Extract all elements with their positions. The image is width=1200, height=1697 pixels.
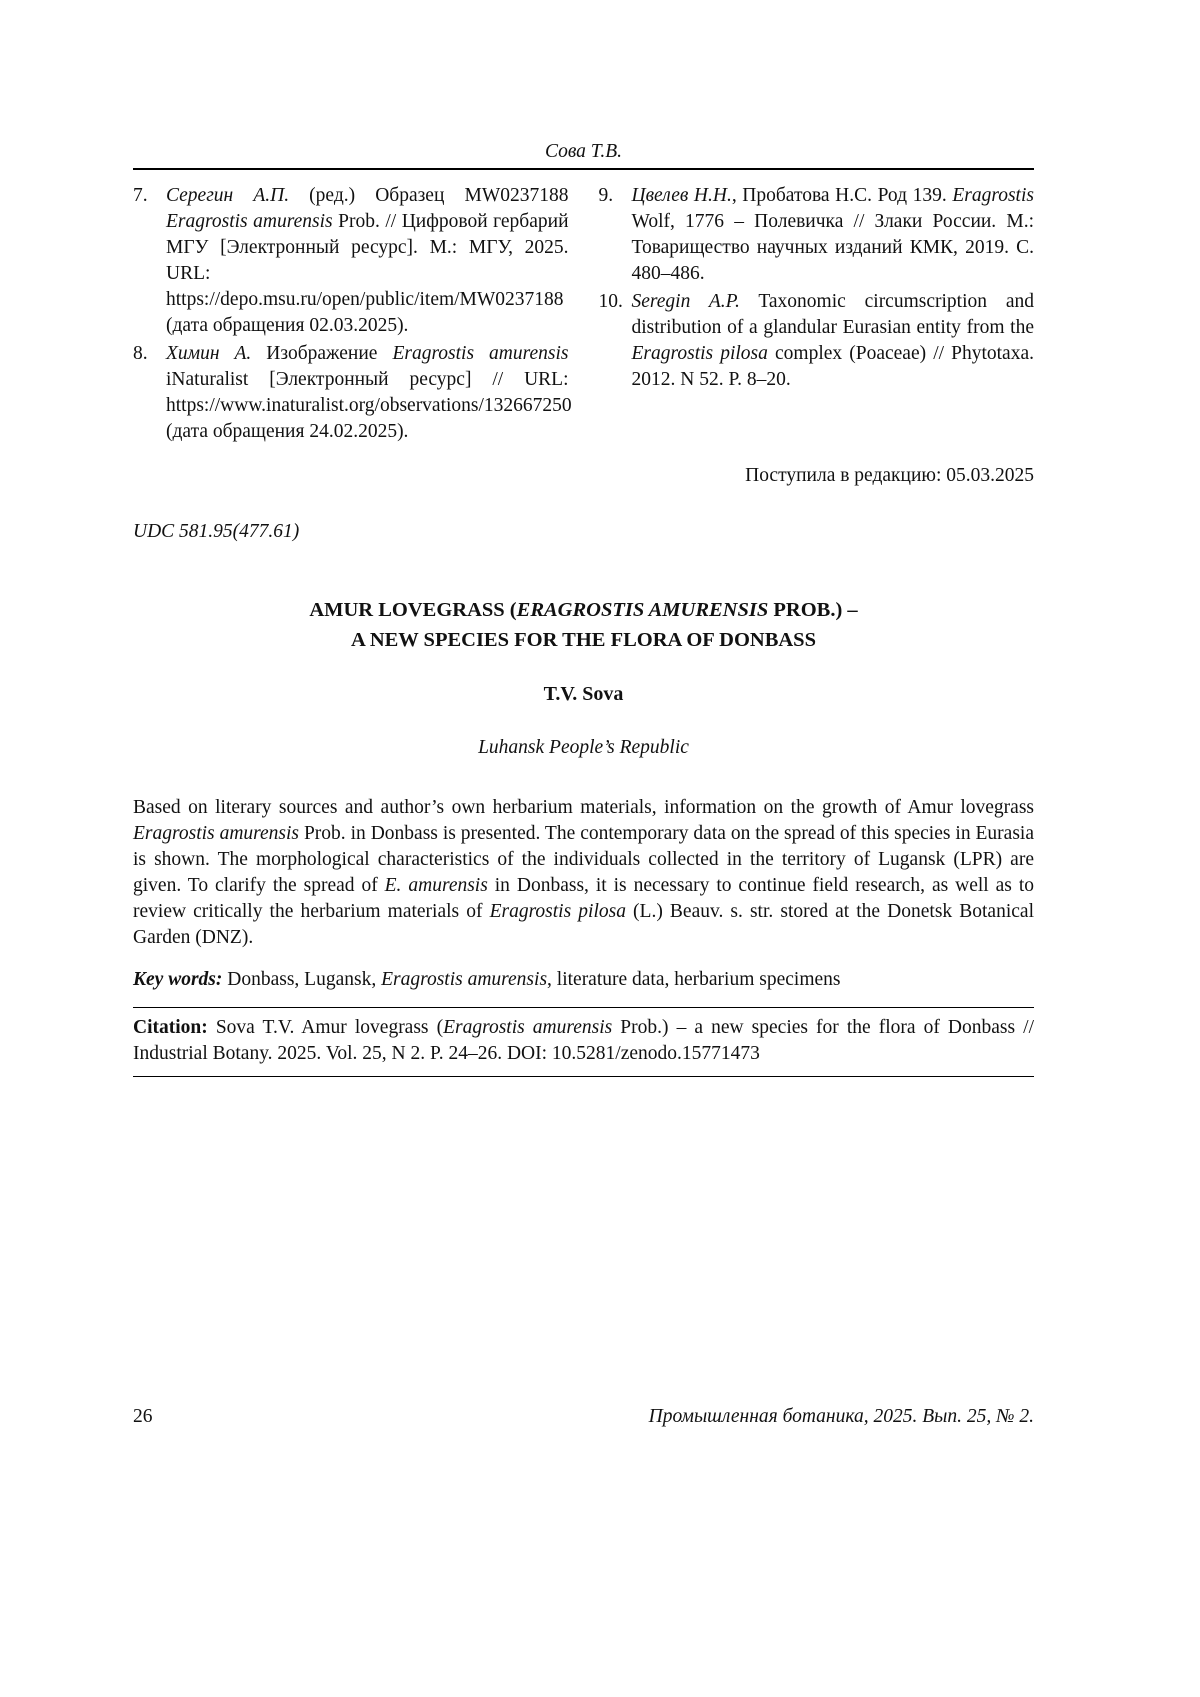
page-number: 26 [133,1406,153,1427]
reference-text: Химин А. Изображение Eragrostis amurensis iNaturalist [Электронный ресурс] // URL: https://www.inaturalist.org/observations/132667250 (дата обращения 24.02.2025). [166,343,572,442]
references-left-column [133,183,572,447]
reference-number: 7. [133,185,148,206]
citation-text: Citation: Sova T.V. Amur lovegrass (Eragrostis amurensis Prob.) – a new species for the flora of Donbass // Industrial Botany. 2025. Vol. 25, N 2. P. 24–26. DOI: 10.5281/zenodo.15771473 [133,1017,1034,1064]
keywords-line: Key words: Donbass, Lugansk, Eragrostis amurensis, literature data, herbarium specimens [133,969,841,990]
reference-item [133,183,569,339]
reference-text: Цвелев Н.Н., Пробатова Н.С. Род 139. Eragrostis Wolf, 1776 – Полевичка // Злаки России. М.: Товарищество научных изданий КМК, 2019. С. 480–486. [631,185,1034,284]
page-footer [133,1404,1034,1430]
reference-number: 8. [133,343,148,364]
udc-code: UDC 581.95(477.61) [133,521,300,542]
reference-text: Seregin A.P. Taxonomic circumscription and distribution of a glandular Eurasian entity from the Eragrostis pilosa complex (Poaceae) // Phytotaxa. 2012. N 52. P. 8–20. [631,291,1034,390]
received-date: Поступила в редакцию: 05.03.2025 [745,465,1034,486]
abstract-paragraph: Based on literary sources and author’s own herbarium materials, information on the growth of Amur lovegrass Eragrostis amurensis Prob. in Donbass is presented. The contemporary data on the spread of this species in Eurasia is shown. The morphological characteristics of the individuals collected in the territory of Lugansk (LPR) are given. To clarify the spread of E. amurensis in Donbass, it is necessary to continue field research, as well as to review critically the herbarium materials of Eragrostis pilosa (L.) Beauv. s. str. stored at the Donetsk Botanical Garden (DNZ). [133,797,1035,948]
journal-info: Промышленная ботаника, 2025. Вып. 25, № 2. [648,1406,1034,1427]
header-rule [133,168,1034,170]
reference-number: 9. [598,185,614,206]
author-name: T.V. Sova [543,683,624,705]
running-head: Сова Т.В. [544,141,623,162]
reference-item [599,289,1035,393]
references-section [133,183,1034,447]
reference-item [133,341,572,445]
citation-block [133,1007,1034,1077]
reference-number: 10. [598,291,623,312]
article-title-line-1: AMUR LOVEGRASS (ERAGROSTIS AMURENSIS PROB.) – [309,599,858,621]
page-content [133,0,1034,1077]
references-right-column [599,183,1035,447]
reference-text: Серегин А.П. (ред.) Образец MW0237188 Eragrostis amurensis Prob. // Цифровой гербарий МГУ [Электронный ресурс]. М.: МГУ, 2025. URL: https://depo.msu.ru/open/public/item/MW0237188 (дата обращения 02.03.2025). [166,185,569,336]
article-title-line-2: A NEW SPECIES FOR THE FLORA OF DONBASS [351,629,816,651]
reference-item [599,183,1035,287]
author-affiliation: Luhansk People’s Republic [478,737,689,758]
article-title [133,595,1034,655]
